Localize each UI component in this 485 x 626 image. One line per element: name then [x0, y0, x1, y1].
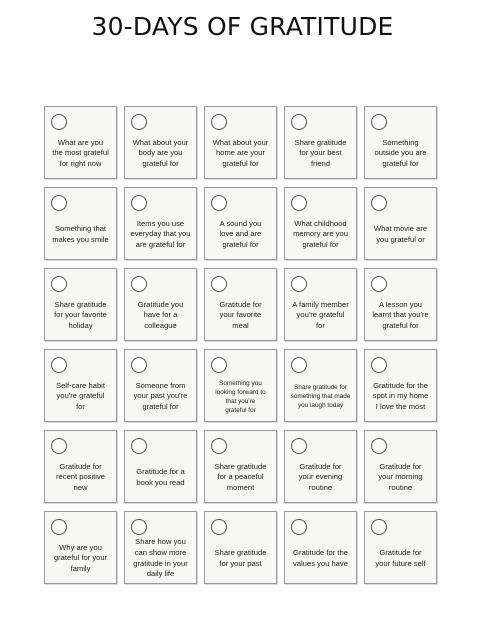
prompt-text: Gratitude for a book you read: [136, 466, 185, 487]
checkbox-circle-icon[interactable]: [51, 114, 67, 130]
checkbox-circle-icon[interactable]: [371, 195, 387, 211]
prompt-card: [124, 430, 197, 503]
checkbox-circle-icon[interactable]: [51, 438, 67, 454]
checkbox-circle-icon[interactable]: [371, 438, 387, 454]
prompt-card: [284, 106, 357, 179]
prompt-card: [364, 187, 437, 260]
prompt-card: [204, 430, 277, 503]
prompt-card: [124, 106, 197, 179]
prompt-text: What movie are you grateful or: [373, 223, 428, 244]
prompt-text: Gratitude for your morning routine: [378, 461, 423, 492]
prompt-text: Share gratitude for a peaceful moment: [214, 461, 267, 492]
prompt-card: [44, 268, 117, 341]
checkbox-circle-icon[interactable]: [211, 519, 227, 535]
prompt-card: [44, 511, 117, 584]
prompt-card: [204, 349, 277, 422]
prompt-text: Gratitude for your evening routine: [298, 461, 343, 492]
prompt-text: Someone from your past you're grateful for: [133, 380, 188, 411]
checkbox-circle-icon[interactable]: [371, 519, 387, 535]
prompt-text: What about your body are you grateful for: [132, 137, 189, 168]
prompt-card: [44, 187, 117, 260]
checkbox-circle-icon[interactable]: [51, 195, 67, 211]
prompt-text: Something outside you are grateful for: [374, 137, 427, 168]
prompt-card: [284, 268, 357, 341]
prompt-card: [204, 106, 277, 179]
checkbox-circle-icon[interactable]: [131, 195, 147, 211]
prompt-text: Gratitude for the values you have: [293, 547, 348, 568]
checkbox-circle-icon[interactable]: [211, 438, 227, 454]
checkbox-circle-icon[interactable]: [131, 114, 147, 130]
gratitude-grid: [44, 106, 440, 584]
checkbox-circle-icon[interactable]: [131, 438, 147, 454]
checkbox-circle-icon[interactable]: [51, 519, 67, 535]
checkbox-circle-icon[interactable]: [291, 195, 307, 211]
checkbox-circle-icon[interactable]: [371, 114, 387, 130]
prompt-text: What childhood memory are you grateful for: [293, 218, 348, 249]
prompt-card: [44, 430, 117, 503]
prompt-text: Share gratitude for your favorite holiday: [54, 299, 107, 330]
prompt-text: Share gratitude for your past: [214, 547, 267, 568]
prompt-card: [204, 268, 277, 341]
checkbox-circle-icon[interactable]: [291, 519, 307, 535]
prompt-card: [364, 349, 437, 422]
checkbox-circle-icon[interactable]: [291, 114, 307, 130]
prompt-text: Items you use everyday that you are grateful for: [130, 218, 191, 249]
prompt-text: What about your home are your grateful for: [212, 137, 269, 168]
prompt-card: [364, 430, 437, 503]
prompt-text: Share how you can show more gratitude in your daily life: [133, 537, 188, 579]
prompt-text: Gratitude for recent positive new: [56, 461, 105, 492]
checkbox-circle-icon[interactable]: [291, 357, 307, 373]
prompt-text: A lesson you learnt that you're grateful for: [372, 299, 429, 330]
prompt-card: [364, 268, 437, 341]
prompt-card: [204, 511, 277, 584]
prompt-text: Share gratitude for your best friend: [294, 137, 347, 168]
prompt-card: [364, 511, 437, 584]
prompt-card: [124, 349, 197, 422]
checkbox-circle-icon[interactable]: [371, 276, 387, 292]
checkbox-circle-icon[interactable]: [211, 276, 227, 292]
prompt-card: [364, 106, 437, 179]
prompt-card: [124, 511, 197, 584]
prompt-card: [44, 349, 117, 422]
prompt-text: Share gratitude for something that made you laugh today: [290, 384, 351, 409]
prompt-card: [124, 268, 197, 341]
prompt-text: Gratitude for your favorite meal: [219, 299, 262, 330]
checkbox-circle-icon[interactable]: [51, 357, 67, 373]
checkbox-circle-icon[interactable]: [211, 114, 227, 130]
prompt-text: Gratitude you have for a colleague: [137, 299, 184, 330]
checkbox-circle-icon[interactable]: [291, 276, 307, 292]
checkbox-circle-icon[interactable]: [51, 276, 67, 292]
prompt-card: [284, 511, 357, 584]
prompt-text: Something that makes you smile: [52, 223, 109, 244]
checkbox-circle-icon[interactable]: [211, 195, 227, 211]
prompt-text: Gratitude for the spot in my home I love the most: [372, 380, 429, 411]
checkbox-circle-icon[interactable]: [211, 357, 227, 373]
prompt-text: Self-care habit you're grateful for: [56, 380, 105, 411]
prompt-card: [284, 430, 357, 503]
prompt-text: What are you the most grateful for right now: [52, 137, 109, 168]
checkbox-circle-icon[interactable]: [131, 519, 147, 535]
prompt-card: [44, 106, 117, 179]
prompt-card: [284, 187, 357, 260]
page-title: 30-DAYS OF GRATITUDE: [91, 12, 394, 41]
prompt-card: [124, 187, 197, 260]
checkbox-circle-icon[interactable]: [131, 357, 147, 373]
prompt-text: Gratitude for your future self: [375, 547, 426, 568]
prompt-text: A family member you're grateful for: [292, 299, 349, 330]
prompt-card: [284, 349, 357, 422]
prompt-text: A sound you love and are grateful for: [219, 218, 262, 249]
prompt-text: Something you looking forward to that you're grateful for: [215, 379, 266, 414]
prompt-text: Why are you grateful for your family: [53, 542, 108, 573]
checkbox-circle-icon[interactable]: [131, 276, 147, 292]
checkbox-circle-icon[interactable]: [291, 438, 307, 454]
checkbox-circle-icon[interactable]: [371, 357, 387, 373]
prompt-card: [204, 187, 277, 260]
